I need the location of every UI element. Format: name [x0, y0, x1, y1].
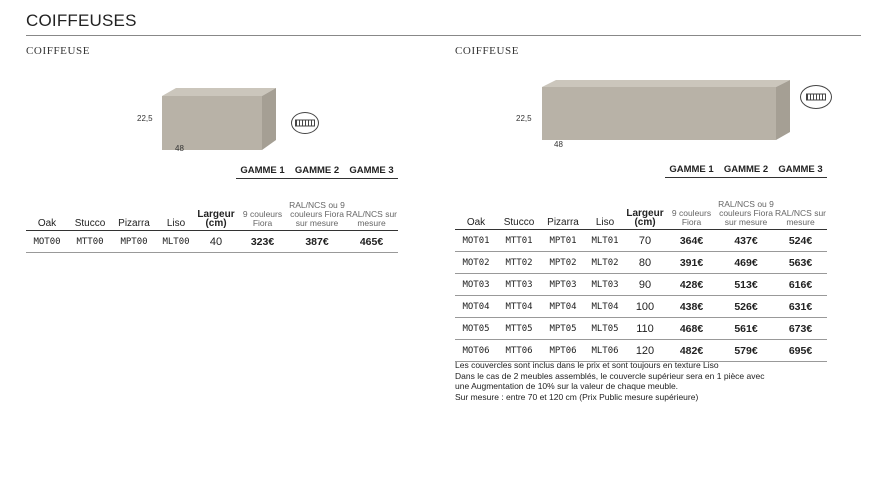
left-gamme-2: GAMME 2 — [289, 165, 345, 179]
left-col-oak: Oak — [37, 218, 57, 229]
left-gamme-3: GAMME 3 — [345, 165, 398, 179]
cell-g2: 526€ — [718, 296, 774, 318]
right-section-title: COIFFEUSE — [455, 45, 520, 57]
cell-g1: 428€ — [665, 274, 718, 296]
cell-stucco: MTT03 — [497, 274, 541, 296]
right-dim-depth: 48 — [554, 140, 563, 149]
cell-g2: 561€ — [718, 318, 774, 340]
right-price-table — [455, 164, 827, 362]
cell-pizarra: MPT05 — [541, 318, 585, 340]
cell-liso: MLT03 — [585, 274, 625, 296]
left-col-g3: RAL/NCS sur mesure — [345, 209, 397, 228]
table-row — [455, 230, 827, 252]
cell-oak: MOT06 — [455, 340, 497, 362]
cell-g2: 579€ — [718, 340, 774, 362]
cell-g1: 482€ — [665, 340, 718, 362]
cell-largeur: 90 — [625, 274, 665, 296]
cell-g1: 438€ — [665, 296, 718, 318]
cell-g3: 616€ — [774, 274, 827, 296]
cell-largeur: 80 — [625, 252, 665, 274]
left-dim-height: 22,5 — [137, 114, 153, 123]
cell-g3: 673€ — [774, 318, 827, 340]
left-col-liso: Liso — [166, 218, 186, 229]
table-row — [26, 231, 398, 253]
cell-stucco: MTT06 — [497, 340, 541, 362]
cell-g3: 563€ — [774, 252, 827, 274]
right-col-g2: RAL/NCS ou 9 couleurs Fiora sur mesure — [718, 199, 774, 227]
page-title: COIFFEUSES — [26, 11, 137, 30]
cell-oak: MOT02 — [455, 252, 497, 274]
left-col-g2: RAL/NCS ou 9 couleurs Fiora sur mesure — [289, 200, 345, 228]
right-col-liso: Liso — [595, 217, 615, 228]
cell-liso: MLT06 — [585, 340, 625, 362]
left-ruler-icon — [291, 112, 319, 134]
notes-block — [455, 360, 764, 402]
note-line: une Augmentation de 10% sur la valeur de chaque meuble. — [455, 381, 679, 391]
cell-liso: MLT02 — [585, 252, 625, 274]
cell-oak: MOT05 — [455, 318, 497, 340]
cell-g3: 524€ — [774, 230, 827, 252]
right-col-g3: RAL/NCS sur mesure — [774, 208, 826, 227]
left-col-g1: 9 couleurs Fiora — [242, 209, 283, 228]
cell-g1: 391€ — [665, 252, 718, 274]
cell-liso: MLT05 — [585, 318, 625, 340]
cell-oak: MOT01 — [455, 230, 497, 252]
cell-pizarra: MPT02 — [541, 252, 585, 274]
right-col-g1: 9 couleurs Fiora — [671, 208, 712, 227]
cell-pizarra: MPT03 — [541, 274, 585, 296]
right-col-largeur: Largeur (cm) — [626, 208, 664, 228]
right-gamme-3: GAMME 3 — [774, 164, 827, 178]
right-col-pizarra: Pizarra — [547, 217, 579, 228]
cell-stucco: MTT04 — [497, 296, 541, 318]
cell-g2: 437€ — [718, 230, 774, 252]
cell-pizarra: MPT00 — [112, 231, 156, 253]
table-row — [455, 252, 827, 274]
cell-pizarra: MPT01 — [541, 230, 585, 252]
right-dim-height: 22,5 — [516, 114, 532, 123]
note-line: Sur mesure : entre 70 et 120 cm (Prix Public mesure supérieure) — [455, 391, 699, 402]
note-line: Dans le cas de 2 meubles assemblés, le couvercle supérieur sera en 1 pièce avec — [455, 370, 765, 381]
left-section-title: COIFFEUSE — [26, 45, 91, 57]
cell-liso: MLT04 — [585, 296, 625, 318]
cell-stucco: MTT00 — [68, 231, 112, 253]
right-col-stucco: Stucco — [503, 217, 535, 228]
cell-liso: MLT01 — [585, 230, 625, 252]
cell-stucco: MTT05 — [497, 318, 541, 340]
cell-g1: 468€ — [665, 318, 718, 340]
right-col-oak: Oak — [466, 217, 486, 228]
left-col-largeur: Largeur (cm) — [197, 209, 235, 229]
left-gamme-1: GAMME 1 — [236, 165, 289, 179]
right-ruler-icon — [800, 85, 832, 109]
right-product-image — [540, 78, 792, 144]
left-col-stucco: Stucco — [74, 218, 106, 229]
cell-g1: 364€ — [665, 230, 718, 252]
cell-pizarra: MPT06 — [541, 340, 585, 362]
cell-oak: MOT04 — [455, 296, 497, 318]
cell-g1: 323€ — [236, 231, 289, 253]
left-col-pizarra: Pizarra — [118, 218, 150, 229]
table-row — [455, 296, 827, 318]
right-gamme-1: GAMME 1 — [665, 164, 718, 178]
table-row — [455, 274, 827, 296]
cell-liso: MLT00 — [156, 231, 196, 253]
cell-g2: 387€ — [289, 231, 345, 253]
table-row — [455, 340, 827, 362]
left-dim-depth: 48 — [175, 144, 184, 153]
cell-stucco: MTT01 — [497, 230, 541, 252]
cell-largeur: 120 — [625, 340, 665, 362]
cell-stucco: MTT02 — [497, 252, 541, 274]
title-rule — [26, 35, 861, 36]
note-line: Les couvercles sont inclus dans le prix et sont toujours en texture Liso — [455, 360, 719, 370]
table-row — [455, 318, 827, 340]
cell-largeur: 70 — [625, 230, 665, 252]
left-price-table — [26, 165, 398, 253]
cell-g2: 513€ — [718, 274, 774, 296]
cell-pizarra: MPT04 — [541, 296, 585, 318]
cell-g3: 695€ — [774, 340, 827, 362]
cell-g3: 465€ — [345, 231, 398, 253]
cell-g3: 631€ — [774, 296, 827, 318]
right-gamme-2: GAMME 2 — [718, 164, 774, 178]
cell-g2: 469€ — [718, 252, 774, 274]
cell-largeur: 100 — [625, 296, 665, 318]
cell-oak: MOT03 — [455, 274, 497, 296]
cell-largeur: 110 — [625, 318, 665, 340]
cell-largeur: 40 — [196, 231, 236, 253]
cell-oak: MOT00 — [26, 231, 68, 253]
